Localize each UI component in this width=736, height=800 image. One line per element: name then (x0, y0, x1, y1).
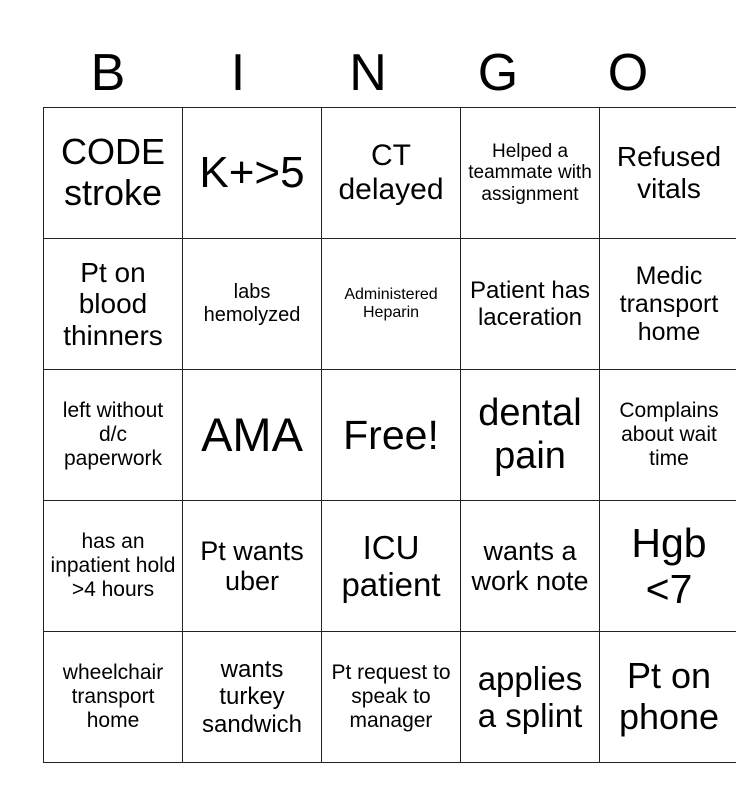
bingo-cell[interactable]: CODE stroke (44, 108, 183, 239)
bingo-cell[interactable]: Free! (322, 370, 461, 501)
bingo-cell[interactable]: Pt on blood thinners (44, 239, 183, 370)
bingo-cell[interactable]: CT delayed (322, 108, 461, 239)
bingo-cell[interactable]: wants a work note (461, 501, 600, 632)
bingo-cell[interactable]: applies a splint (461, 632, 600, 763)
bingo-cell[interactable]: Refused vitals (600, 108, 736, 239)
header-letter-b: B (90, 44, 126, 102)
bingo-cell[interactable]: labs hemolyzed (183, 239, 322, 370)
header-letter-g: G (477, 44, 519, 102)
bingo-cell[interactable]: left without d/c paperwork (44, 370, 183, 501)
bingo-cell[interactable]: AMA (183, 370, 322, 501)
bingo-cell[interactable]: Helped a teammate with assignment (461, 108, 600, 239)
bingo-cell[interactable]: K+>5 (183, 108, 322, 239)
bingo-cell[interactable]: Pt on phone (600, 632, 736, 763)
board-row (44, 108, 736, 239)
bingo-cell[interactable]: dental pain (461, 370, 600, 501)
bingo-board (43, 107, 736, 763)
header-letter-o: O (607, 44, 649, 102)
bingo-cell[interactable]: has an inpatient hold >4 hours (44, 501, 183, 632)
bingo-cell[interactable]: Pt request to speak to manager (322, 632, 461, 763)
board-row (44, 501, 736, 632)
bingo-cell[interactable]: Patient has laceration (461, 239, 600, 370)
board-row (44, 239, 736, 370)
bingo-cell[interactable]: wheelchair transport home (44, 632, 183, 763)
bingo-cell[interactable]: Pt wants uber (183, 501, 322, 632)
bingo-cell[interactable]: Medic transport home (600, 239, 736, 370)
bingo-cell[interactable]: ICU patient (322, 501, 461, 632)
bingo-cell[interactable]: Administered Heparin (322, 239, 461, 370)
header-letter-i: I (230, 44, 246, 102)
bingo-cell[interactable]: wants turkey sandwich (183, 632, 322, 763)
board-row (44, 370, 736, 501)
bingo-cell[interactable]: Complains about wait time (600, 370, 736, 501)
header-letter-n: N (349, 44, 387, 102)
bingo-header (43, 38, 693, 108)
bingo-cell[interactable]: Hgb <7 (600, 501, 736, 632)
board-row (44, 632, 736, 763)
